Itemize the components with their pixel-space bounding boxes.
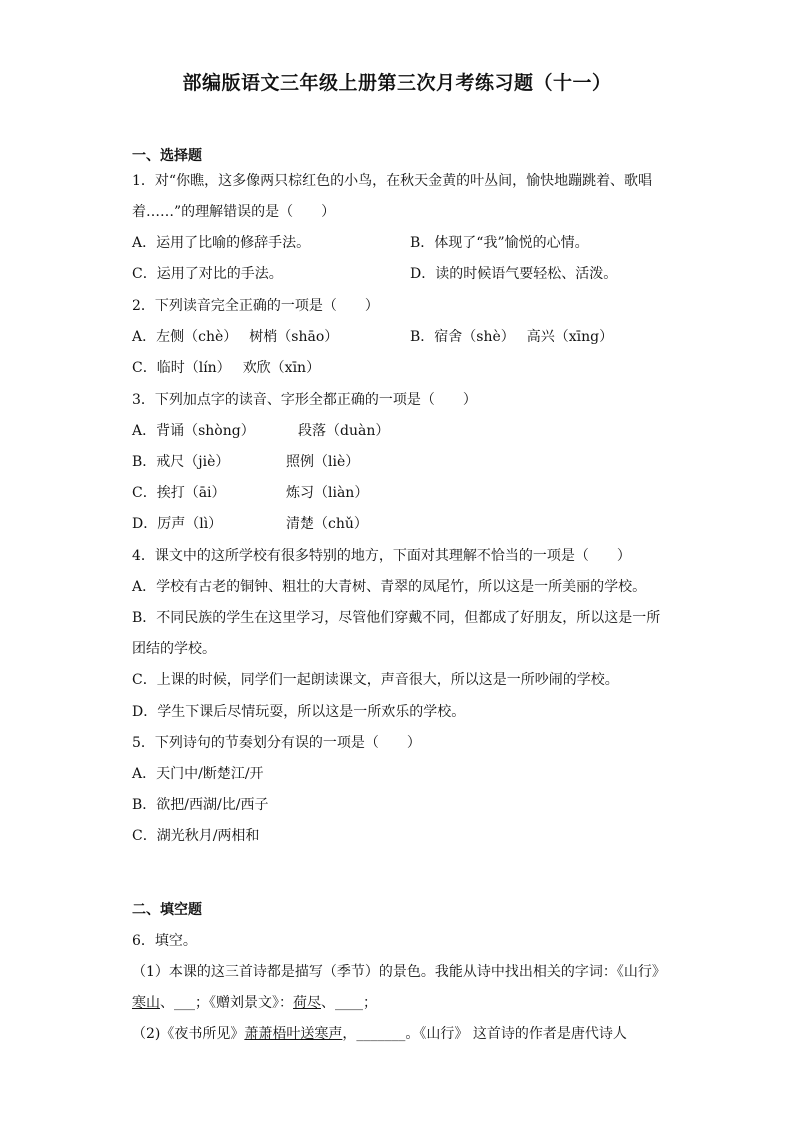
q2-option-a-word2: 树梢（shāo） [249, 329, 339, 345]
q3-option-a [132, 422, 532, 440]
q1-option-d: D．读的时候语气要轻松、活泼。 [410, 266, 618, 282]
q4-option-c: C．上课的时候，同学们一起朗读课文，声音很大，所以这是一所吵闹的学校。 [132, 672, 619, 688]
q2-option-a-word1: A．左侧（chè） [132, 329, 238, 345]
q4-stem: 4．课文中的这所学校有很多特别的地方，下面对其理解不恰当的一项是（ ） [132, 548, 631, 564]
q2-option-c [132, 359, 320, 377]
q6-poem-line: 萧萧梧叶送寒声 [244, 1026, 343, 1042]
q6-word-hejin: 荷尽 [293, 995, 321, 1011]
section-heading-choice: 一、选择题 [132, 148, 202, 164]
q3-option-a-word1: A．背诵（shòng） [132, 423, 255, 439]
q3-stem: 3．下列加点字的读音、字形全都正确的一项是（ ） [132, 392, 477, 408]
q4-option-b-line2: 团结的学校。 [132, 641, 216, 657]
q6-part2-rest: ，_______。《山行》 这首诗的作者是唐代诗人 [342, 1026, 627, 1042]
q5-stem: 5．下列诗句的节奏划分有误的一项是（ ） [132, 735, 421, 751]
page-title: 部编版语文三年级上册第三次月考练习题（十一） [182, 72, 612, 94]
q3-option-c [132, 484, 532, 502]
q3-option-b [132, 453, 532, 471]
q1-options-row1 [132, 234, 732, 252]
q4-option-d: D．学生下课后尽情玩耍，所以这是一所欢乐的学校。 [132, 704, 466, 720]
q2-options-row1 [132, 328, 732, 346]
q4-option-a: A．学校有古老的铜钟、粗壮的大青树、青翠的凤尾竹，所以这是一所美丽的学校。 [132, 579, 647, 595]
q3-option-d [132, 515, 532, 533]
q6-blank-text-1: 、___；《赠刘景文》： [160, 995, 293, 1011]
q6-blank-text-2: 、____； [321, 995, 377, 1011]
q3-option-d-word2: 清楚（chǔ） [286, 516, 368, 532]
q2-option-c-word2: 欢欣（xīn） [242, 360, 321, 376]
q2-option-b-word1: B．宿舍（shè） [410, 329, 515, 345]
q2-option-c-word1: C．临时（lín） [132, 360, 231, 376]
q4-option-b-line1: B．不同民族的学生在这里学习，尽管他们穿戴不同，但都成了好朋友，所以这是一所 [132, 610, 661, 626]
q1-option-a: A．运用了比喻的修辞手法。 [132, 235, 311, 251]
q1-stem-line2: 着……”的理解错误的是（ ） [132, 204, 336, 220]
q3-option-b-word1: B．戒尺（jiè） [132, 454, 230, 470]
section-heading-fill: 二、填空题 [132, 902, 202, 918]
q6-stem: 6．填空。 [132, 933, 197, 949]
q1-option-c: C．运用了对比的手法。 [132, 266, 283, 282]
q2-option-b [410, 328, 613, 346]
q5-option-a: A．天门中/断楚江/开 [132, 766, 264, 782]
q2-stem: 2．下列读音完全正确的一项是（ ） [132, 298, 379, 314]
q3-option-a-word2: 段落（duàn） [298, 423, 390, 439]
q1-options-row2 [132, 265, 732, 283]
q6-poem-title: （2)《夜书所见》 [132, 1026, 245, 1042]
q1-option-b: B．体现了“我”愉悦的心情。 [410, 235, 589, 251]
q5-option-c: C．湖光秋月/两相和 [132, 828, 260, 844]
q6-word-hanshan: 寒山 [132, 995, 160, 1011]
q6-part1-line2 [132, 994, 377, 1012]
q6-part2-line [132, 1025, 627, 1043]
q6-part1-line1: （1）本课的这三首诗都是描写（季节）的景色。我能从诗中找出相关的字词：《山行》 [132, 964, 666, 980]
q1-stem-line1: 1．对“你瞧，这多像两只棕红色的小鸟，在秋天金黄的叶丛间，愉快地蹦跳着、歌唱 [132, 173, 653, 189]
q5-option-b: B．欲把/西湖/比/西子 [132, 797, 269, 813]
q2-option-b-word2: 高兴（xīng） [526, 329, 614, 345]
q3-option-c-word2: 炼习（liàn） [286, 485, 369, 501]
q3-option-c-word1: C．挨打（āi） [132, 485, 226, 501]
q3-option-d-word1: D．厉声（lì） [132, 516, 223, 532]
q3-option-b-word2: 照例（liè） [286, 454, 360, 470]
